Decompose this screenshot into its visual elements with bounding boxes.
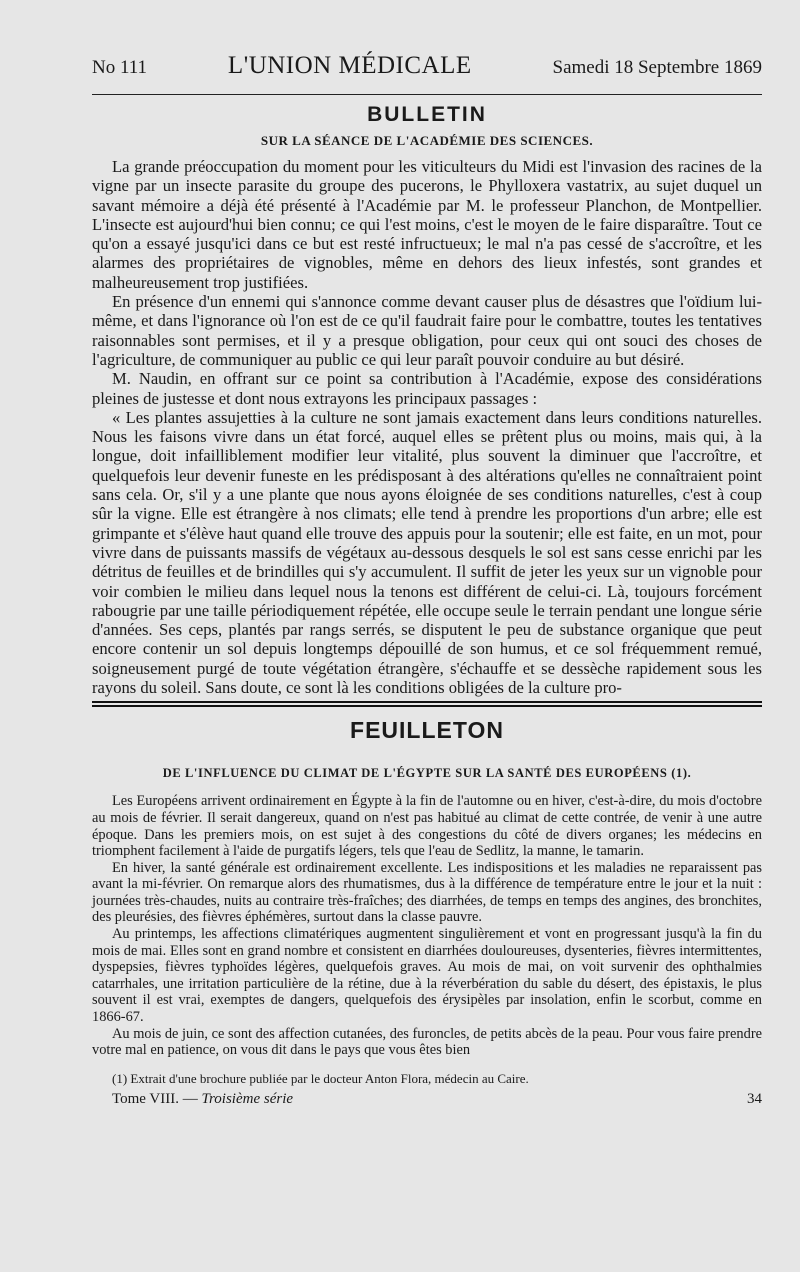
page-footer: [92, 1091, 762, 1108]
volume-label: Tome VIII. —: [112, 1090, 202, 1107]
footnote: (1) Extrait d'une brochure publiée par le docteur Anton Flora, médecin au Caire.: [112, 1070, 529, 1086]
header-rule: [92, 94, 762, 95]
feuilleton-section: [92, 717, 762, 1087]
page-number: 34: [747, 1090, 762, 1107]
bulletin-paragraph: En présence d'un ennemi qui s'annonce comme devant causer plus de désastres que l'oïdium lui-même, et dans l'ignorance où l'on est de ce qu'il faudrait faire pour le combattre, toutes les tentatives raisonnables sont permises, et il y a presque obligation, pour ceux qui ont souci des choses de l'agriculture, de communiquer au public ce qui leur paraît pouvoir conduire au but désiré.: [92, 292, 762, 369]
feuilleton-subtitle: DE L'INFLUENCE DU CLIMAT DE L'ÉGYPTE SUR LA SANTÉ DES EUROPÉENS (1).: [162, 766, 692, 781]
bulletin-section: [92, 103, 762, 697]
feuilleton-paragraph: Au printemps, les affections climatériques augmentent singulièrement et vont en progressant jusqu'à la fin du mois de mai. Elles sont en grand nombre et consistent en diarrhées douloureuses, dysenteries, fièvres intermittentes, dyspepsies, fièvres typhoïdes légères, quelquefois graves. Au mois de mai, on voit survenir des ophthalmies catarrhales, une irritation particulière de la rétine, due à la réverbération du sable du désert, des épistaxis, le plus souvent il est vrai, exemptes de dangers, quelquefois des érysipèles par insolation, enfin le scorbut, comme en 1866-67.: [92, 926, 762, 1026]
bulletin-title: BULLETIN: [367, 103, 487, 126]
issue-date: Samedi 18 Septembre 1869: [552, 57, 762, 78]
volume-info: [112, 1091, 293, 1108]
bulletin-subtitle: SUR LA SÉANCE DE L'ACADÉMIE DES SCIENCES.: [260, 133, 594, 148]
feuilleton-title: FEUILLETON: [350, 717, 504, 744]
feuilleton-paragraph: Les Européens arrivent ordinairement en Égypte à la fin de l'automne ou en hiver, c'est-à-dire, du mois d'octobre au mois de février. Il serait dangereux, quand on n'est pas habitué au climat de cette contrée, de venir à une autre époque. Dans les premiers mois, on est sujet à des congestions du côté de divers organes; les médecins en triomphent facilement à l'aide de purgatifs légers, tels que l'eau de Sedlitz, la manne, le tamarin.: [92, 793, 762, 860]
feuilleton-paragraph: Au mois de juin, ce sont des affection cutanées, des furoncles, de petits abcès de la peau. Pour vous faire prendre votre mal en patience, on vous dit dans le pays que vous êtes bien: [92, 1025, 762, 1059]
bulletin-paragraph: M. Naudin, en offrant sur ce point sa contribution à l'Académie, expose des considérations pleines de justesse et dont nous extrayons les principaux passages :: [92, 369, 762, 408]
bulletin-paragraph: La grande préoccupation du moment pour les viticulteurs du Midi est l'invasion des racines de la vigne par un insecte parasite du groupe des pucerons, le Phylloxera vastatrix, au sujet duquel un savant mémoire a déjà été présenté à l'Académie par M. le professeur Planchon, de Montpellier. L'insecte est aujourd'hui bien connu; ce qui l'est moins, c'est le moyen de le faire disparaître. Tout ce qu'on a essayé jusqu'ici dans ce but est resté infructueux; le mal n'a pas cessé de s'accroître, et les alarmes des propriétaires de vignobles, même en dehors des lieux infestés, sont grandes et malheureusement trop justifiées.: [92, 157, 762, 292]
journal-title: L'UNION MÉDICALE: [227, 52, 472, 79]
section-divider: [92, 701, 762, 707]
page-header: [92, 52, 762, 88]
issue-number: No 111: [92, 57, 148, 78]
feuilleton-paragraph: En hiver, la santé générale est ordinairement excellente. Les indispositions et les maladies ne reparaissent pas avant la mi-février. On remarque alors des rhumatismes, dus à la différence de température entre le jour et la nuit : journées très-chaudes, nuits au contraire très-fraîches; des diarrhées, de temps en temps des angines, des bronchites, des pleurésies, des fièvres éphémères, surtout dans la classe pauvre.: [92, 859, 762, 926]
bulletin-paragraph: « Les plantes assujetties à la culture ne sont jamais exactement dans leurs conditions naturelles. Nous les faisons vivre dans un état forcé, auquel elles se prêtent plus ou moins, mais qui, à la longue, doit infailliblement modifier leur vitalité, plus souvent la diminuer que l'accroître, et quelquefois leur devenir funeste en les prédisposant à des altérations qu'elles ne connaîtraient point sans cela. Or, s'il y a une plante que nous ayons éloignée de ses conditions naturelles, c'est à coup sûr la vigne. Elle est étrangère à nos climats; elle tend à prendre les proportions d'un arbre; elle est grimpante et s'élève haut quand elle trouve des appuis pour la soutenir; elle est faite, en un mot, pour vivre dans de puissants massifs de végétaux au-dessous desquels le sol est sans cesse enrichi par les détritus de feuilles et de brindilles qui s'y accumulent. Il suffit de jeter les yeux sur un vignoble pour voir combien le milieu dans lequel nous la tenons est différent de celui-ci. Là, toujours forcément rabougrie par une taille périodiquement répétée, elle occupe seule le terrain pendant une longue série d'années. Ses ceps, plantés par rangs serrés, se disputent le peu de substance organique que peut encore contenir un sol depuis longtemps dépouillé de son humus, et ce sol fréquemment remué, soigneusement purgé de toute végétation étrangère, s'échauffe et se dessèche rapidement sous les rayons du soleil. Sans doute, ce sont là les conditions obligées de la culture pro-: [92, 407, 762, 698]
series-label: Troisième série: [201, 1090, 294, 1107]
